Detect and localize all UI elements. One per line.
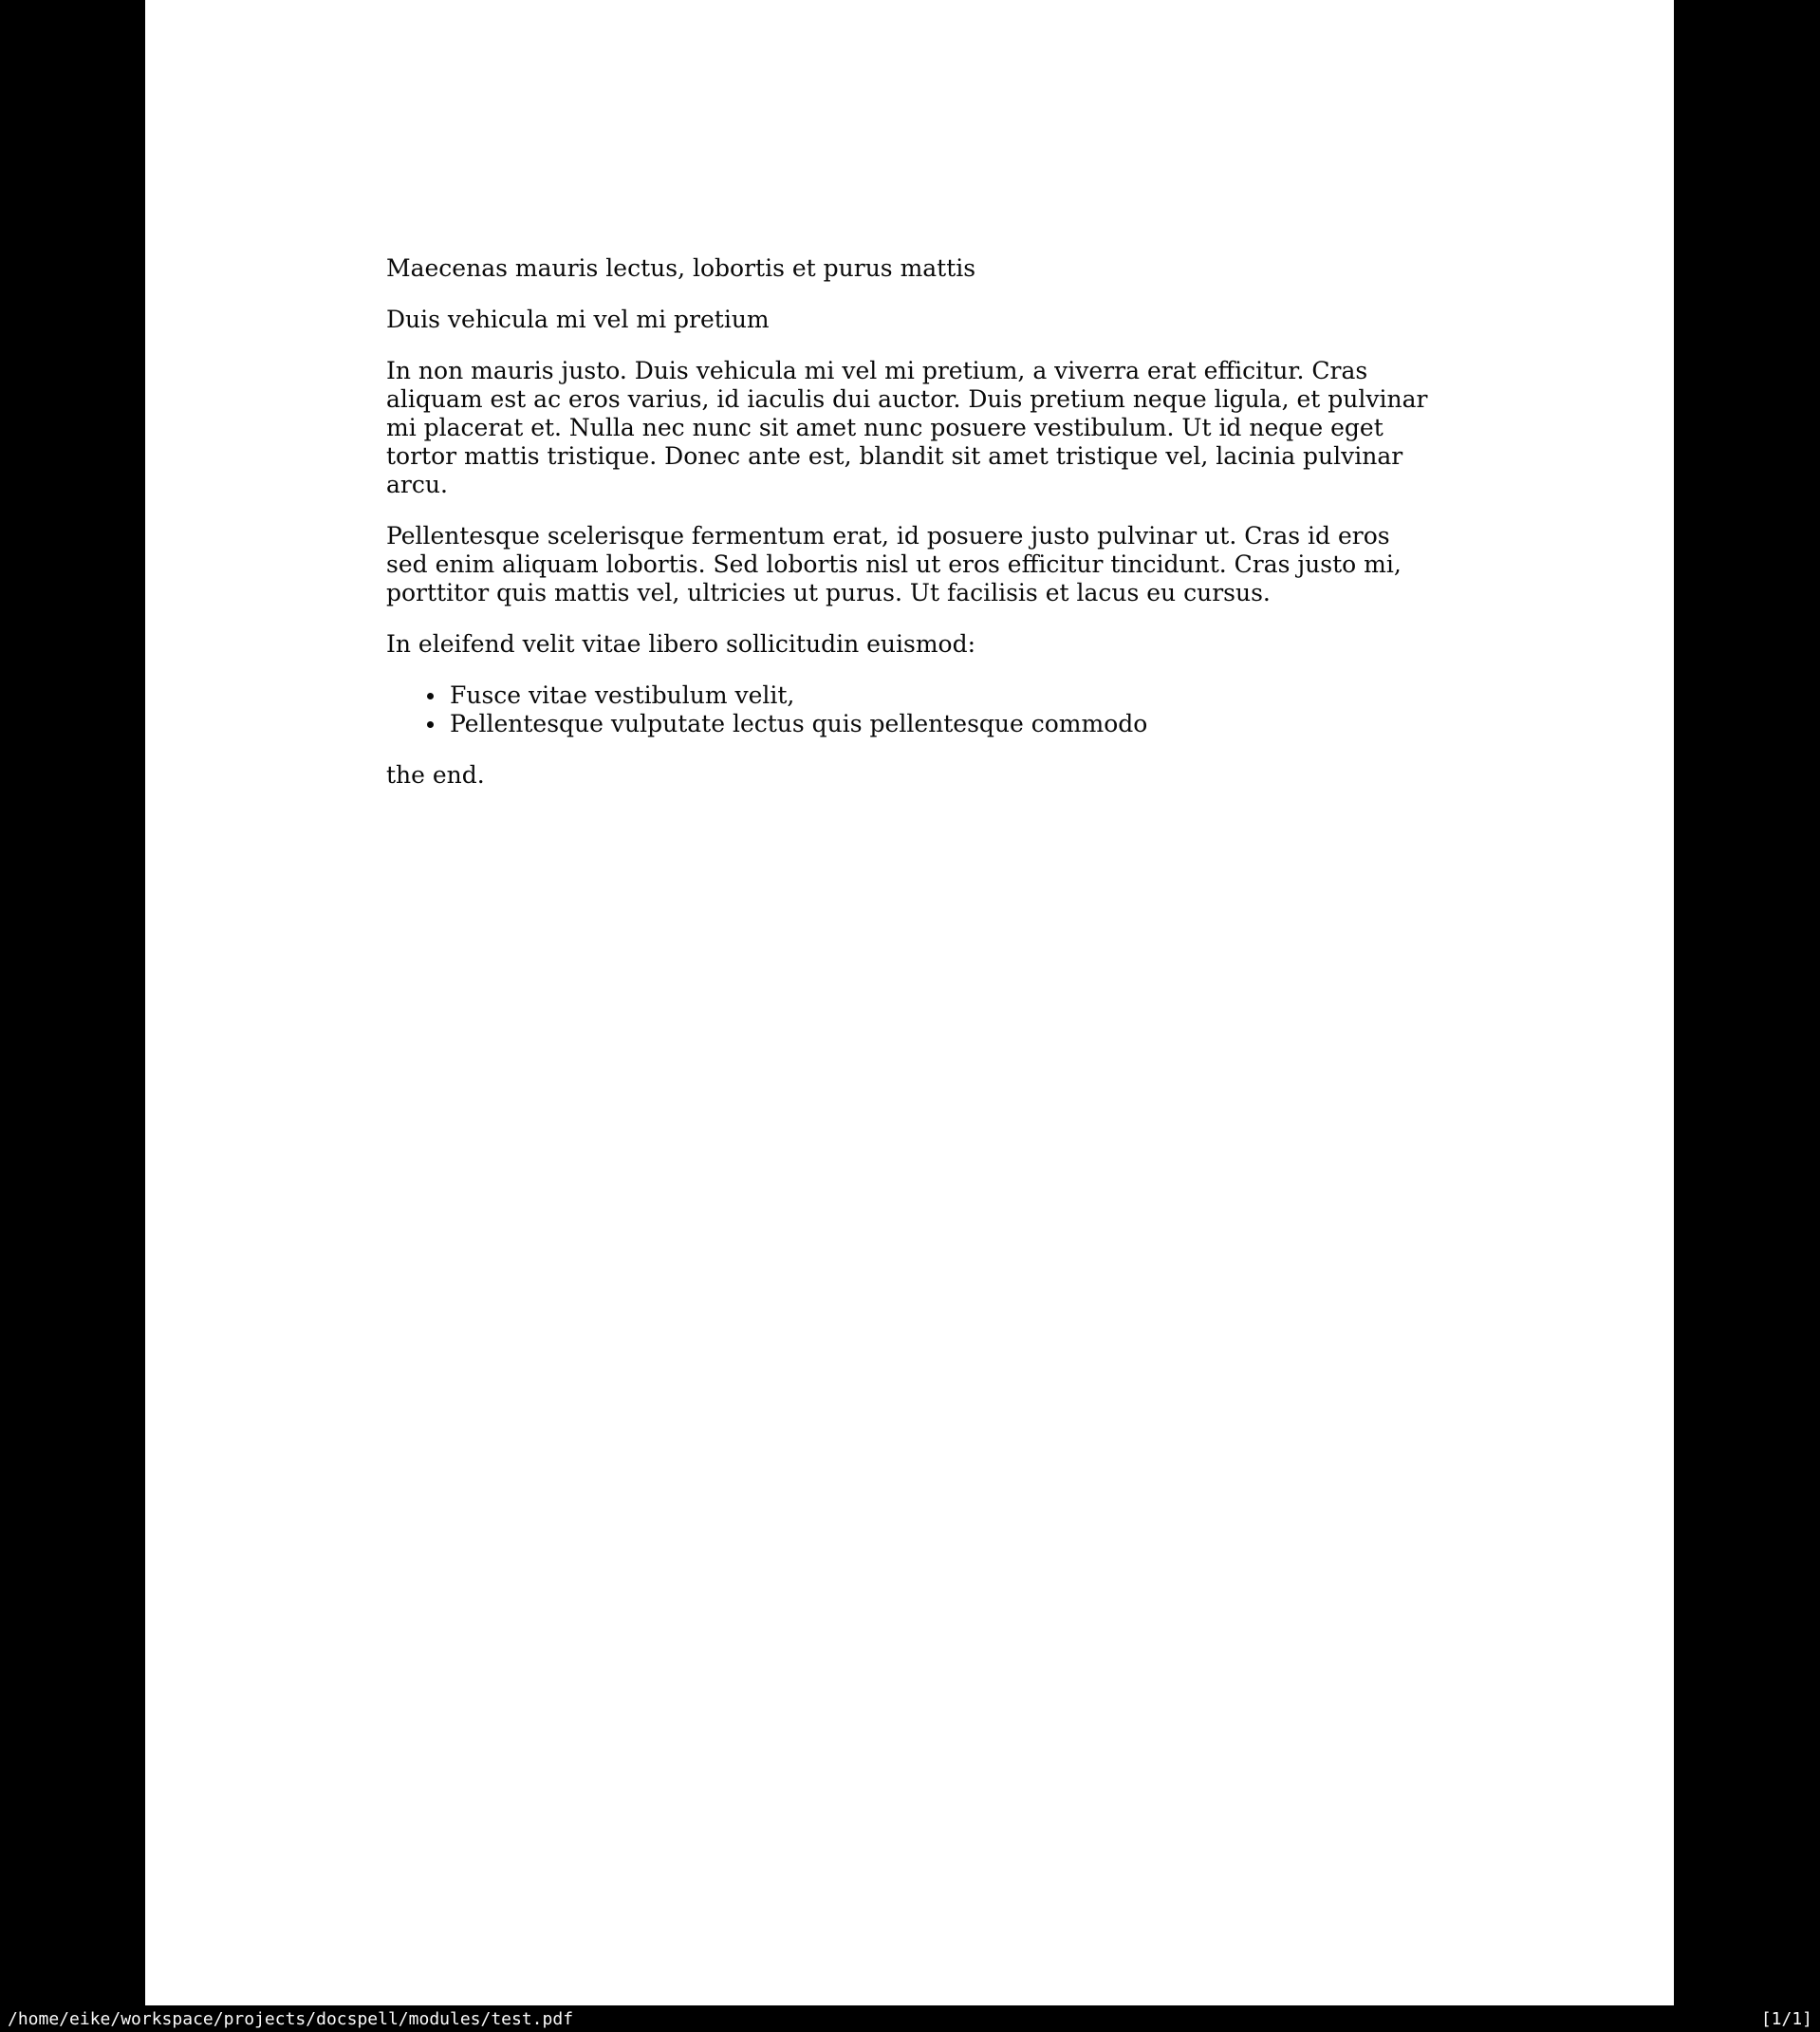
list-item: [450, 710, 1610, 738]
bullet-icon: [427, 693, 434, 699]
document-content: [386, 254, 1610, 812]
page-indicator: [1/1]: [1760, 2008, 1812, 2029]
text-line: porttitor quis mattis vel, ultricies ut purus. Ut facilisis et lacus eu cursus.: [386, 579, 1271, 606]
paragraph: [386, 761, 1610, 790]
paragraph: [386, 357, 1610, 499]
text-line: aliquam est ac eros varius, id iaculis dui auctor. Duis pretium neque ligula, et pulvinar: [386, 385, 1428, 413]
text-line: tortor mattis tristique. Donec ante est, blandit sit amet tristique vel, lacinia pulvinar: [386, 442, 1403, 470]
bullet-list: [386, 681, 1610, 738]
text-line: In non mauris justo. Duis vehicula mi vel mi pretium, a viverra erat efficitur. Cras: [386, 357, 1368, 384]
file-path: /home/eike/workspace/projects/docspell/modules/test.pdf: [8, 2008, 574, 2029]
list-item: [450, 681, 1610, 710]
text-line: sed enim aliquam lobortis. Sed lobortis nisl ut eros efficitur tincidunt. Cras justo mi,: [386, 550, 1402, 578]
paragraph: [386, 306, 1610, 334]
text-line: In eleifend velit vitae libero sollicitudin euismod:: [386, 630, 976, 658]
status-bar: [0, 2005, 1820, 2032]
text-line: the end.: [386, 761, 485, 789]
list-item-text: Fusce vitae vestibulum velit,: [450, 681, 795, 709]
document-page: [145, 0, 1674, 2005]
bullet-icon: [427, 721, 434, 728]
text-line: arcu.: [386, 471, 448, 498]
text-line: Pellentesque scelerisque fermentum erat, id posuere justo pulvinar ut. Cras id eros: [386, 522, 1390, 550]
text-line: Duis vehicula mi vel mi pretium: [386, 306, 770, 333]
text-line: mi placerat et. Nulla nec nunc sit amet nunc posuere vestibulum. Ut id neque eget: [386, 414, 1384, 441]
text-line: Maecenas mauris lectus, lobortis et purus mattis: [386, 254, 976, 282]
paragraph: [386, 254, 1610, 283]
paragraph: [386, 522, 1610, 607]
paragraph: [386, 630, 1610, 659]
list-item-text: Pellentesque vulputate lectus quis pellentesque commodo: [450, 710, 1148, 737]
